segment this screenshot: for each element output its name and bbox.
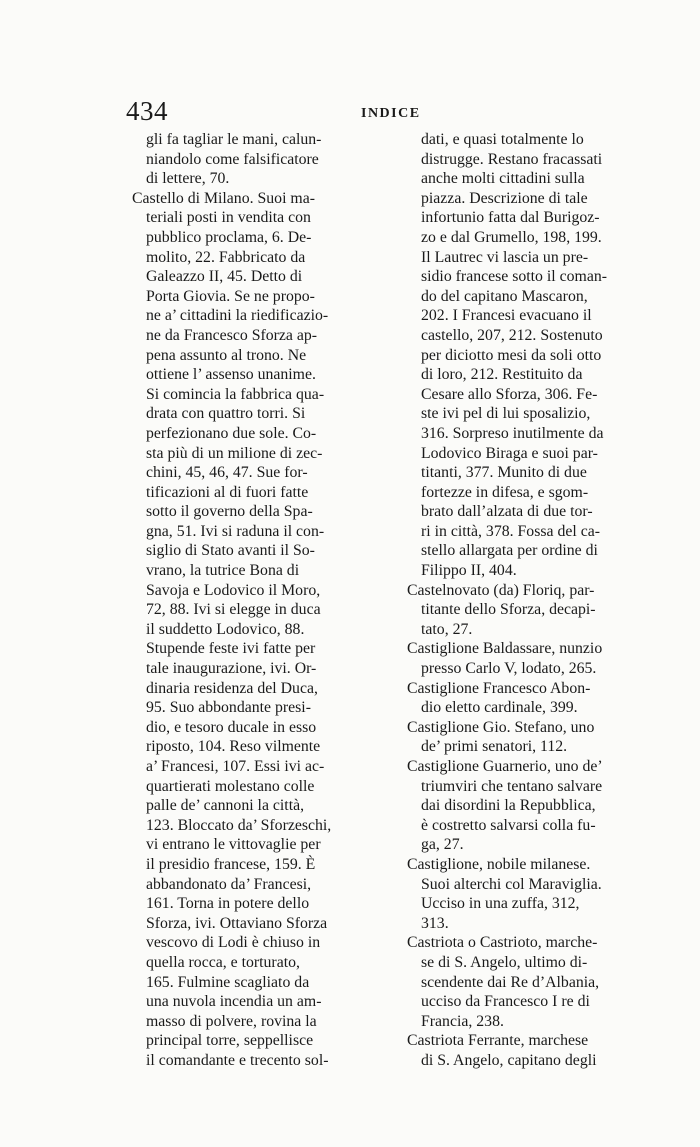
index-line: Stupende feste ivi fatte per <box>146 640 316 658</box>
index-line: gna, 51. Ivi si raduna il con- <box>146 522 325 540</box>
index-line: 165. Fulmine scagliato da <box>146 973 310 991</box>
index-line: dio, e tesoro ducale in esso <box>146 718 317 736</box>
index-line: drata con quattro torri. Si <box>146 405 306 423</box>
index-line: ste ivi pel di lui sposalizio, <box>421 405 591 423</box>
index-line: Ucciso in una zuffa, 312, <box>421 895 580 913</box>
index-line: quella rocca, e torturato, <box>146 953 300 971</box>
index-line: perfezionano due sole. Co- <box>146 424 317 442</box>
index-line: il comandante e trecento sol- <box>146 1051 329 1069</box>
index-line: siglio di Stato avanti il So- <box>146 542 315 560</box>
index-line: ne da Francesco Sforza ap- <box>146 326 318 344</box>
index-line: ga, 27. <box>421 836 464 854</box>
index-line: Lodovico Biraga e suoi par- <box>421 444 598 462</box>
index-line: Cesare allo Sforza, 306. Fe- <box>421 385 598 403</box>
index-line: quartierati molestano colle <box>146 777 315 795</box>
index-line: 313. <box>421 914 449 932</box>
index-line: Castiglione Baldassare, nunzio <box>407 640 603 658</box>
index-line: pubblico proclama, 6. De- <box>146 228 312 246</box>
index-line: teriali posti in vendita con <box>146 209 311 227</box>
index-line: stello allargata per ordine di <box>421 542 598 560</box>
index-line: anche molti cittadini sulla <box>421 170 585 188</box>
index-line: titanti, 377. Munito di due <box>421 464 587 482</box>
index-line: 123. Bloccato da’ Sforzeschi, <box>146 816 332 834</box>
index-line: brato dall’alzata di due tor- <box>421 503 593 521</box>
index-line: Galeazzo II, 45. Detto di <box>146 268 303 286</box>
index-line: titante dello Sforza, decapi- <box>421 601 596 619</box>
index-line: fortezze in difesa, e sgom- <box>421 483 589 501</box>
page-header <box>126 96 586 130</box>
index-line: Suoi alterchi col Maraviglia. <box>421 875 602 893</box>
index-line: riposto, 104. Reso vilmente <box>146 738 321 756</box>
index-line: di loro, 212. Restituito da <box>421 366 583 384</box>
index-line: Castelnovato (da) Floriq, par- <box>407 581 595 599</box>
index-line: piazza. Descrizione di tale <box>421 189 588 207</box>
index-line: Castiglione Guarnerio, uno de’ <box>407 758 603 775</box>
index-line: Filippo II, 404. <box>421 562 517 580</box>
index-line: 202. I Francesi evacuano il <box>421 307 592 325</box>
index-line: castello, 207, 212. Sostenuto <box>421 326 603 344</box>
index-line: gli fa tagliar le mani, calun- <box>146 131 322 148</box>
index-column-right <box>407 130 659 1071</box>
index-line: chini, 45, 46, 47. Sue for- <box>146 464 308 482</box>
index-column-left <box>132 130 394 1071</box>
index-line: de’ primi senatori, 112. <box>421 738 568 756</box>
index-line: Il Lautrec vi lascia un pre- <box>421 248 589 266</box>
index-line: dinaria residenza del Duca, <box>146 679 318 697</box>
index-line: vrano, la tutrice Bona di <box>146 562 300 580</box>
index-line: 72, 88. Ivi si elegge in duca <box>146 601 321 619</box>
index-line: Castriota o Castrioto, marche- <box>407 934 598 952</box>
index-line: vescovo di Lodi è chiuso in <box>146 934 321 952</box>
index-line: se di S. Angelo, ultimo di- <box>421 953 588 971</box>
index-line: distrugge. Restano fracassati <box>421 150 603 168</box>
index-line: presso Carlo V, lodato, 265. <box>421 660 597 678</box>
index-line: 161. Torna in potere dello <box>146 895 310 913</box>
index-line: di S. Angelo, capitano degli <box>421 1051 597 1069</box>
index-line: palle de’ cannoni la città, <box>146 797 305 815</box>
index-line: sta più di un milione di zec- <box>146 444 323 462</box>
index-line: Si comincia la fabbrica qua- <box>146 385 325 403</box>
index-line: zo e dal Grumello, 198, 199. <box>421 228 602 246</box>
index-line: ottiene l’ assenso unanime. <box>146 366 316 384</box>
index-line: tale inaugurazione, ivi. Or- <box>146 660 317 678</box>
index-line: Castiglione Gio. Stefano, uno <box>407 718 595 736</box>
index-line: una nuvola incendia un am- <box>146 993 322 1011</box>
index-line: dio eletto cardinale, 399. <box>421 699 578 717</box>
page-number: 434 <box>126 96 168 126</box>
index-line: abbandonato da’ Francesi, <box>146 875 312 893</box>
index-line: ne a’ cittadini la riedificazio- <box>146 307 329 325</box>
index-line: tificazioni al di fuori fatte <box>146 483 309 501</box>
index-line: molito, 22. Fabbricato da <box>146 248 306 266</box>
index-line: Castiglione Francesco Abon- <box>407 679 591 697</box>
index-line: di lettere, 70. <box>146 170 230 188</box>
index-line: Castiglione, nobile milanese. <box>407 855 591 873</box>
index-line: dati, e quasi totalmente lo <box>421 131 584 148</box>
index-line: niandolo come falsificatore <box>146 150 319 168</box>
index-line: principal torre, seppellisce <box>146 1032 314 1050</box>
index-line: triumviri che tentano salvare <box>421 777 603 795</box>
index-line: 95. Suo abbondante presi- <box>146 699 311 717</box>
index-line: dai disordini la Repubblica, <box>421 797 596 815</box>
index-line: masso di polvere, rovina la <box>146 1012 317 1030</box>
index-line: Porta Giovia. Se ne propo- <box>146 287 315 305</box>
index-line: pena assunto al trono. Ne <box>146 346 307 364</box>
index-line: tato, 27. <box>421 620 473 638</box>
index-line: Savoja e Lodovico il Moro, <box>146 581 321 599</box>
running-title: INDICE <box>361 106 421 121</box>
index-line: Castriota Ferrante, marchese <box>407 1032 589 1050</box>
index-line: il presidio francese, 159. È <box>146 855 316 873</box>
index-line: ri in città, 378. Fossa del ca- <box>421 522 600 540</box>
index-line: ucciso da Francesco I re di <box>421 993 590 1011</box>
index-line: 316. Sorpreso inutilmente da <box>421 424 604 442</box>
index-line: vi entrano le vittovaglie per <box>146 836 321 854</box>
index-line: sidio francese sotto il coman- <box>421 268 607 286</box>
index-line: Castello di Milano. Suoi ma- <box>132 189 315 207</box>
index-line: do del capitano Mascaron, <box>421 287 588 305</box>
index-line: per diciotto mesi da soli otto <box>421 346 602 364</box>
index-line: sotto il governo della Spa- <box>146 503 313 521</box>
index-line: a’ Francesi, 107. Essi ivi ac- <box>146 758 325 775</box>
index-line: è costretto salvarsi colla fu- <box>421 816 596 834</box>
index-line: il suddetto Lodovico, 88. <box>146 620 305 638</box>
index-line: scendente dai Re d’Albania, <box>421 973 600 991</box>
index-line: Sforza, ivi. Ottaviano Sforza <box>146 914 328 932</box>
index-line: Francia, 238. <box>421 1012 504 1030</box>
index-line: infortunio fatta dal Burigoz- <box>421 209 600 227</box>
